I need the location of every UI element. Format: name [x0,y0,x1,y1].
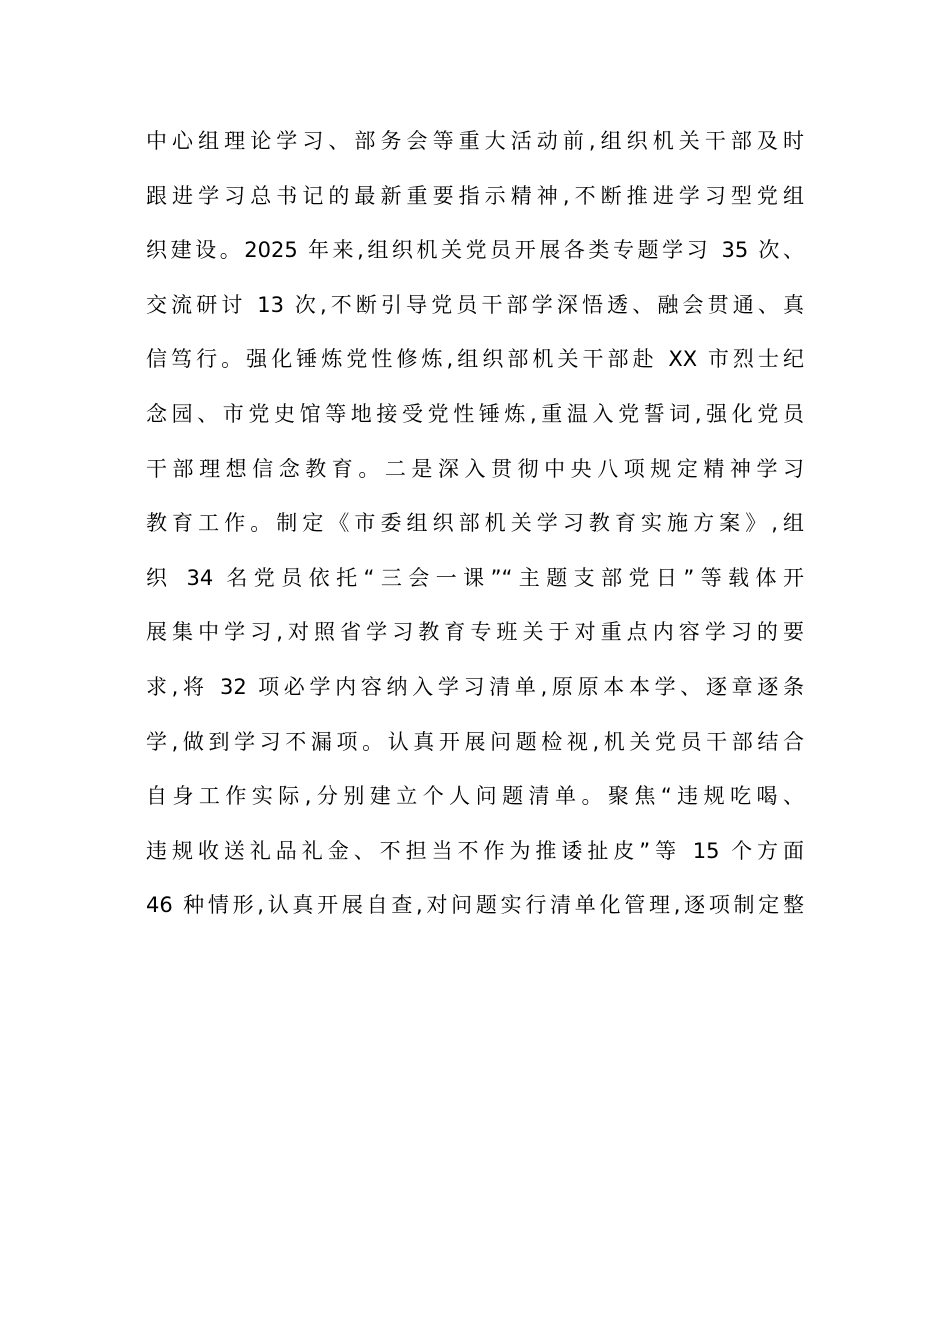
text-line: 念园、市党史馆等地接受党性锤炼,重温入党誓词,强化党员 [146,401,804,426]
text-line: 织 34 名党员依托“三会一课”“主题支部党日”等载体开 [146,565,804,590]
text-line: 跟进学习总书记的最新重要指示精神,不断推进学习型党组 [146,183,804,208]
text-line: 学,做到学习不漏项。认真开展问题检视,机关党员干部结合 [146,729,804,754]
text-line: 展集中学习,对照省学习教育专班关于对重点内容学习的要 [146,620,804,645]
text-line: 自身工作实际,分别建立个人问题清单。聚焦“违规吃喝、 [146,784,804,809]
text-line: 46 种情形,认真开展自查,对问题实行清单化管理,逐项制定整 [146,893,804,918]
text-line: 干部理想信念教育。二是深入贯彻中央八项规定精神学习 [146,456,804,481]
body-paragraph [146,124,804,943]
text-line: 信笃行。强化锤炼党性修炼,组织部机关干部赴 XX 市烈士纪 [146,347,804,372]
text-line: 教育工作。制定《市委组织部机关学习教育实施方案》,组 [146,511,804,536]
text-line: 中心组理论学习、部务会等重大活动前,组织机关干部及时 [146,129,804,153]
text-line: 交流研讨 13 次,不断引导党员干部学深悟透、融会贯通、真 [146,292,804,317]
text-line: 违规收送礼品礼金、不担当不作为推诿扯皮”等 15 个方面 [146,838,804,863]
text-line: 求,将 32 项必学内容纳入学习清单,原原本本学、逐章逐条 [146,674,804,699]
text-line: 织建设。2025 年来,组织机关党员开展各类专题学习 35 次、 [146,238,804,263]
